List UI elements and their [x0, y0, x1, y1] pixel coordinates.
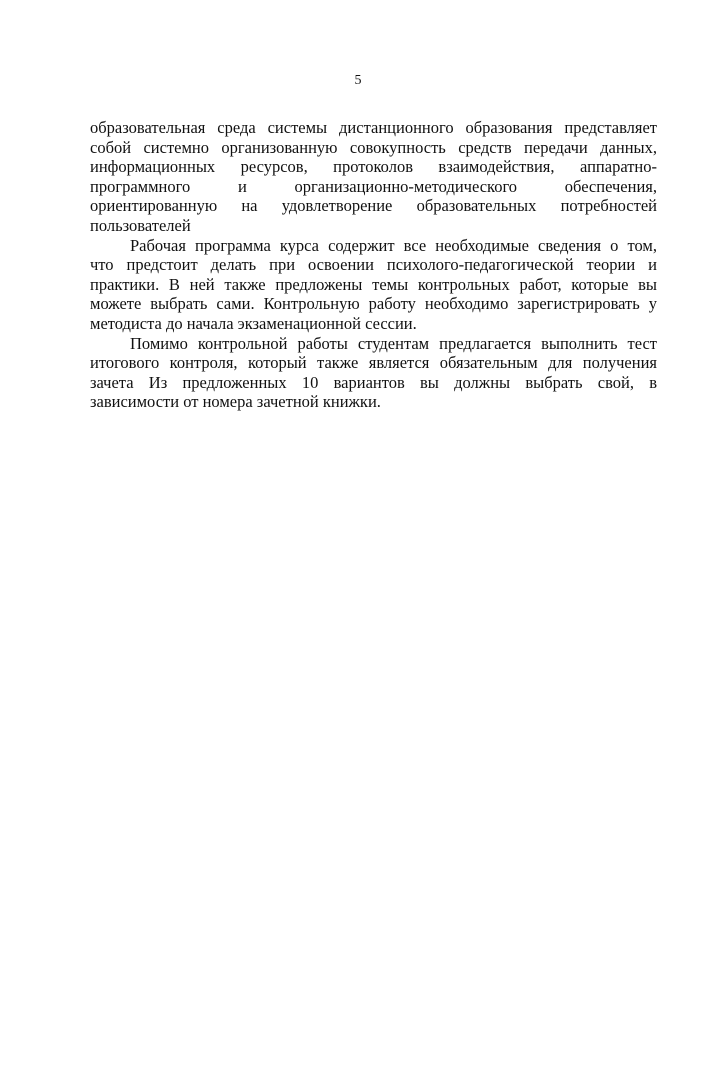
text-line: образовательная среда системы дистанционного образования представляет — [90, 118, 657, 137]
text-line: методиста до начала экзаменационной сессии. — [90, 313, 417, 333]
text-line: зачета Из предложенных 10 вариантов вы должны выбрать свой, в — [90, 372, 657, 392]
paragraph-3 — [90, 334, 657, 412]
text-line: Помимо контрольной работы студентам предлагается выполнить тест — [130, 333, 657, 353]
text-line: собой системно организованную совокупность средств передачи данных, — [90, 137, 657, 157]
text-line: информационных ресурсов, протоколов взаимодействия, аппаратно- — [90, 157, 657, 177]
text-line: Рабочая программа курса содержит все необходимые сведения о том, — [130, 235, 657, 255]
text-line: можете выбрать сами. Контрольную работу необходимо зарегистрировать у — [90, 294, 657, 314]
text-line: что предстоит делать при освоении психолого-педагогической теории и — [90, 255, 657, 275]
body-text — [90, 118, 657, 412]
text-line: практики. В ней также предложены темы контрольных работ, которые вы — [90, 274, 657, 294]
paragraph-2 — [90, 236, 657, 334]
text-line: ориентированную на удовлетворение образовательных потребностей — [90, 196, 657, 216]
text-line: зависимости от номера зачетной книжки. — [90, 392, 381, 412]
page-number: 5 — [354, 73, 362, 88]
text-line: пользователей — [90, 215, 191, 235]
paragraph-1 — [90, 118, 657, 236]
text-line: итогового контроля, который также является обязательным для получения — [90, 353, 657, 373]
text-line: программного и организационно-методического обеспечения, — [90, 176, 657, 196]
